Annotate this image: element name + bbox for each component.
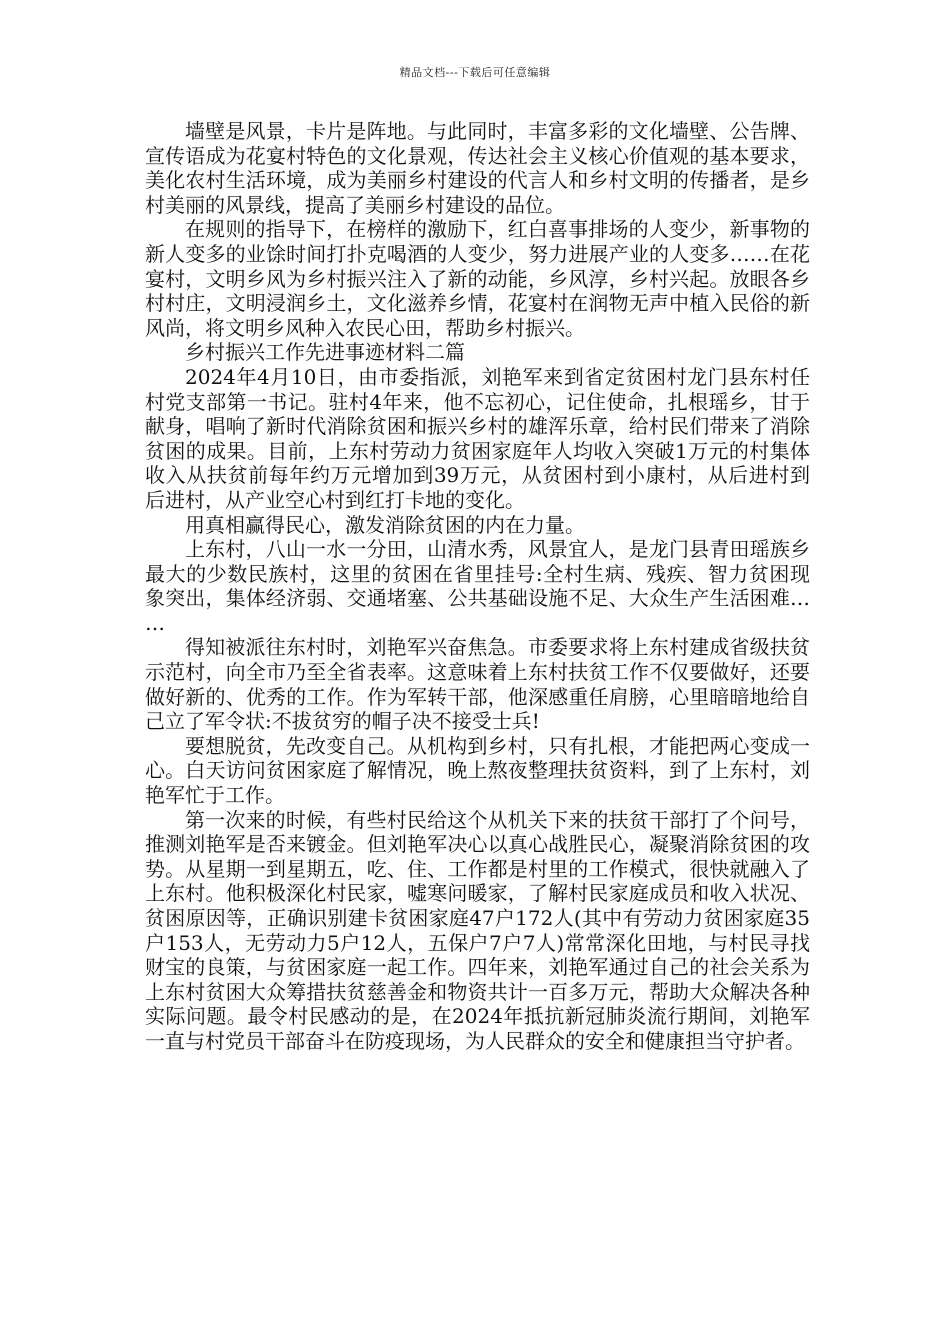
paragraph: 第一次来的时候，有些村民给这个从机关下来的扶贫干部打了个问号，推测刘艳军是否来镀金。但刘艳军决心以真心战胜民心，凝聚消除贫困的攻势。从星期一到星期五，吃、住、工作都是村里的工作模式，很快就融入了上东村。他积极深化村民家，嘘寒问暖家，了解村民家庭成员和收入状况、贫困原因等，正确识别建卡贫困家庭47户172人(其中有劳动力贫困家庭35户153人，无劳动力5户12人，五保户7户7人)常常深化田地，与村民寻找财宝的良策，与贫困家庭一起工作。四年来，刘艳军通过自己的社会关系为上东村贫困大众筹措扶贫慈善金和物资共计一百多万元，帮助大众解决各种实际问题。最令村民感动的是，在2024年抵抗新冠肺炎流行期间，刘艳军一直与村党员干部奋斗在防疫现场，为人民群众的安全和健康担当守护者。 [145,807,810,1053]
document-body [145,119,810,1054]
paragraph: 墙壁是风景，卡片是阵地。与此同时，丰富多彩的文化墙壁、公告牌、宣传语成为花宴村特色的文化景观，传达社会主义核心价值观的基本要求，美化农村生活环境，成为美丽乡村建设的代言人和乡村文明的传播者，是乡村美丽的风景线，提高了美丽乡村建设的品位。 [145,119,810,217]
paragraph: 得知被派往东村时，刘艳军兴奋焦急。市委要求将上东村建成省级扶贫示范村，向全市乃至全省表率。这意味着上东村扶贫工作不仅要做好，还要做好新的、优秀的工作。作为军转干部，他深感重任肩膀，心里暗暗地给自己立了军令状:不拔贫穷的帽子决不接受士兵! [145,635,810,734]
section-title: 乡村振兴工作先进事迹材料二篇 [185,340,465,365]
page-header: 精品文档---下载后可任意编辑 [399,66,551,79]
paragraph: 上东村，八山一水一分田，山清水秀，风景宜人，是龙门县青田瑶族乡最大的少数民族村，这里的贫困在省里挂号:全村生病、残疾、智力贫困现象突出，集体经济弱、交通堵塞、公共基础设施不足、大众生产生活困难…… [145,537,810,635]
paragraph: 要想脱贫，先改变自己。从机构到乡村，只有扎根，才能把两心变成一心。白天访问贫困家庭了解情况，晚上熬夜整理扶贫资料，到了上东村，刘艳军忙于工作。 [145,733,810,808]
paragraph: 2024年4月10日，由市委指派，刘艳军来到省定贫困村龙门县东村任村党支部第一书记。驻村4年来，他不忘初心，记住使命，扎根瑶乡，甘于献身，唱响了新时代消除贫困和振兴乡村的雄浑乐章，给村民们带来了消除贫困的成果。目前，上东村劳动力贫困家庭年人均收入突破1万元的村集体收入从扶贫前每年约万元增加到39万元，从贫困村到小康村，从后进村到后进村，从产业空心村到红打卡地的变化。 [145,364,810,512]
paragraph: 在规则的指导下，在榜样的激励下，红白喜事排场的人变少，新事物的新人变多的业馀时间打扑克喝酒的人变少，努力进展产业的人变多……在花宴村，文明乡风为乡村振兴注入了新的动能，乡风淳，乡村兴起。放眼各乡村村庄，文明浸润乡土，文化滋养乡情，花宴村在润物无声中植入民俗的新风尚，将文明乡风种入农民心田，帮助乡村振兴。 [145,217,810,340]
paragraph: 用真相赢得民心，激发消除贫困的内在力量。 [185,512,585,537]
